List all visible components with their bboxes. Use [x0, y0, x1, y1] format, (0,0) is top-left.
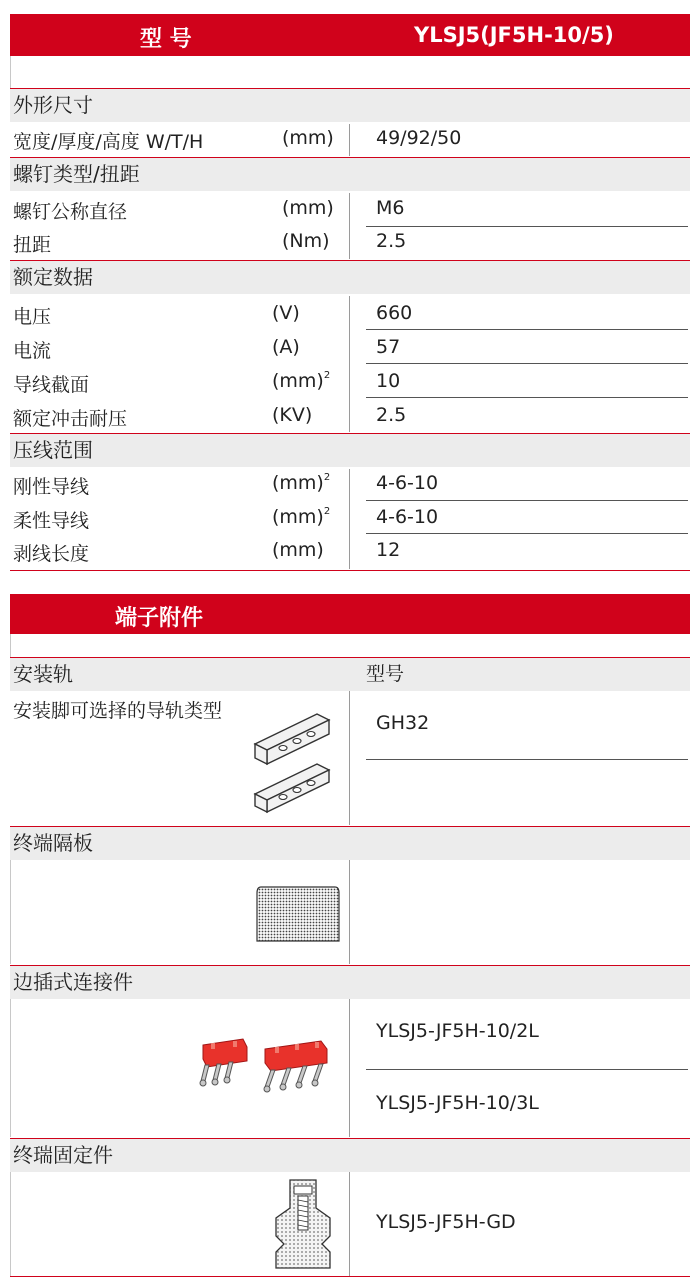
rail-title: 安装轨	[13, 662, 73, 686]
jumper-value-2l: YLSJ5-JF5H-10/2L	[376, 1020, 539, 1042]
jumper-icon	[195, 1035, 335, 1105]
section-jumper: 边插式连接件	[10, 965, 690, 999]
row-label: 额定冲击耐压	[13, 408, 128, 430]
row-screw-diameter	[10, 197, 690, 227]
row-cross-section	[10, 370, 690, 400]
section-rated: 额定数据	[10, 260, 690, 294]
row-torque	[10, 230, 690, 260]
row-label: 导线截面	[13, 374, 90, 396]
row-label: 电压	[13, 306, 52, 328]
row-value: 2.5	[376, 230, 407, 252]
row-value: 49/92/50	[376, 127, 462, 149]
end-stop-value: YLSJ5-JF5H-GD	[376, 1211, 516, 1233]
row-value: 12	[376, 539, 401, 561]
row-rigid-wire	[10, 472, 690, 502]
row-label: 电流	[13, 340, 52, 362]
row-label: 宽度/厚度/高度 W/T/H	[13, 131, 204, 153]
row-label: 柔性导线	[13, 510, 90, 532]
section-dimensions: 外形尺寸	[10, 88, 690, 122]
row-value: 4-6-10	[376, 472, 439, 494]
section-end-stop: 终瑞固定件	[10, 1138, 690, 1172]
row-strip-length	[10, 539, 690, 569]
row-value: 4-6-10	[376, 506, 439, 528]
row-label: 螺钉公称直径	[13, 201, 128, 223]
row-voltage	[10, 302, 690, 332]
row-current	[10, 336, 690, 366]
row-unit: (mm)$^2$	[272, 506, 331, 528]
row-value: 660	[376, 302, 413, 324]
model-value: YLSJ5(JF5H-10/5)	[414, 23, 614, 47]
section-rail	[10, 657, 690, 691]
row-unit: (mm)$^2$	[272, 472, 331, 494]
end-plate-icon	[255, 885, 341, 943]
accessories-title: 端子附件	[115, 606, 204, 631]
model-label: 型 号	[140, 27, 192, 52]
accessories-header-bar	[10, 594, 690, 634]
row-value: 2.5	[376, 404, 407, 426]
row-label: 剥线长度	[13, 543, 90, 565]
rail-value: GH32	[376, 712, 430, 734]
section-crimp: 压线范围	[10, 433, 690, 467]
row-impulse-voltage	[10, 404, 690, 434]
row-unit: (mm)	[272, 539, 324, 561]
row-unit: (KV)	[272, 404, 313, 426]
row-value: 57	[376, 336, 401, 358]
row-label: 刚性导线	[13, 476, 90, 498]
model-header-bar	[10, 14, 690, 56]
row-unit: (Nm)	[282, 230, 330, 252]
row-jumper	[10, 1020, 690, 1130]
row-unit: (A)	[272, 336, 300, 358]
end-stop-icon	[272, 1178, 334, 1270]
row-flexible-wire	[10, 506, 690, 536]
row-value: M6	[376, 197, 405, 219]
section-end-plate: 终端隔板	[10, 826, 690, 860]
section-screw: 螺钉类型/扭距	[10, 157, 690, 191]
row-unit: (mm)	[282, 197, 334, 219]
row-label: 扭距	[13, 234, 52, 256]
rail-desc: 安装脚可选择的导轨类型	[13, 700, 223, 722]
row-end-stop	[10, 1211, 690, 1241]
row-dimensions	[10, 127, 690, 157]
din-rail-icon	[245, 706, 340, 816]
row-rail	[10, 696, 690, 826]
row-unit: (mm)$^2$	[272, 370, 331, 392]
row-unit: (V)	[272, 302, 300, 324]
rail-model-header: 型号	[366, 663, 405, 685]
jumper-value-3l: YLSJ5-JF5H-10/3L	[376, 1092, 539, 1114]
row-value: 10	[376, 370, 401, 392]
row-unit: (mm)	[282, 127, 334, 149]
